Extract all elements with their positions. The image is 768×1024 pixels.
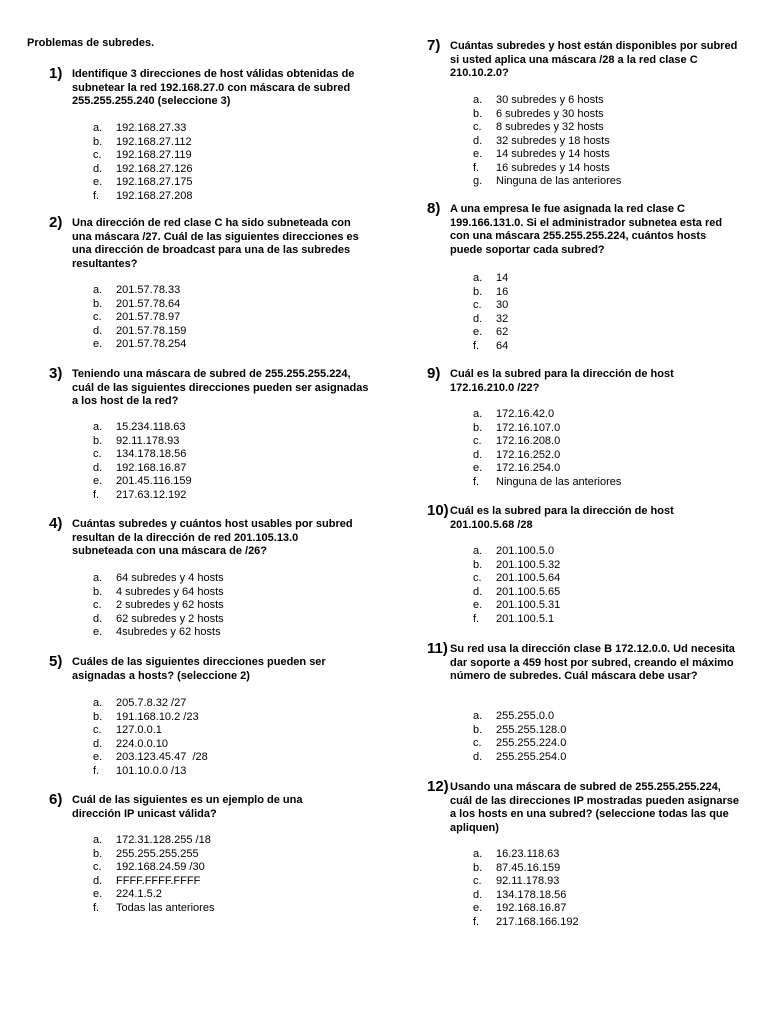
options-list xyxy=(93,834,214,915)
option-letter: d. xyxy=(93,461,103,474)
option-item xyxy=(93,751,208,765)
option-letter: b. xyxy=(473,723,483,736)
question-number: 10) xyxy=(427,502,449,519)
option-letter: e. xyxy=(93,176,103,188)
option-text: 15.234.118.63 xyxy=(116,421,186,433)
option-item xyxy=(473,108,621,122)
option-letter: g. xyxy=(473,175,483,187)
option-text: Ninguna de las anteriores xyxy=(496,175,622,187)
option-letter: a. xyxy=(93,421,103,433)
option-text: 4subredes y 62 hosts xyxy=(116,626,221,638)
options-list xyxy=(93,122,192,203)
option-item xyxy=(93,298,186,312)
option-text: 205.7.8.32 /27 xyxy=(116,697,187,709)
option-item xyxy=(473,476,621,490)
option-letter: a. xyxy=(93,697,103,709)
option-letter: e. xyxy=(93,751,103,763)
option-letter: b. xyxy=(473,285,483,298)
option-letter: d. xyxy=(93,612,103,625)
options-list xyxy=(473,408,621,489)
question-number: 2) xyxy=(49,214,63,231)
question-text: A una empresa le fue asignada la red clase C 199.166.131.0. Si el administrador subnetea esta red con una máscara 255.255.255.224, cuántos hosts puede soportar cada subred? xyxy=(450,203,723,256)
option-letter: a. xyxy=(473,408,483,420)
option-item xyxy=(473,435,621,449)
option-item xyxy=(473,272,508,286)
option-text: 134.178.18.56 xyxy=(116,448,187,460)
option-item xyxy=(93,902,214,916)
option-letter: b. xyxy=(473,421,483,434)
question-text: Su red usa la dirección clase B 172.12.0.0. Ud necesita dar soporte a 459 host por subred, creando el máximo número de subredes. Cuál máscara debe usar? xyxy=(450,643,735,682)
option-text: 8 subredes y 32 hosts xyxy=(496,121,604,133)
option-item xyxy=(473,313,508,327)
option-letter: b. xyxy=(473,861,483,874)
option-letter: d. xyxy=(473,888,483,901)
option-letter: a. xyxy=(93,284,103,296)
option-item xyxy=(93,834,214,848)
option-letter: c. xyxy=(93,599,102,611)
option-item xyxy=(93,435,192,449)
option-text: 172.16.107.0 xyxy=(496,421,561,434)
option-letter: e. xyxy=(473,599,483,611)
option-letter: d. xyxy=(473,750,483,763)
option-letter: f. xyxy=(473,612,480,625)
option-text: 92.11.178.93 xyxy=(116,434,180,447)
option-item xyxy=(93,586,224,600)
option-item xyxy=(93,190,192,204)
option-text: 201.100.5.0 xyxy=(496,545,555,557)
option-letter: e. xyxy=(473,148,483,160)
option-item xyxy=(93,475,192,489)
option-letter: d. xyxy=(93,737,103,750)
option-item xyxy=(473,710,566,724)
option-item xyxy=(473,875,579,889)
option-item xyxy=(473,422,621,436)
question-number: 11) xyxy=(427,640,448,657)
option-item xyxy=(473,572,560,586)
options-list xyxy=(473,94,621,189)
option-item xyxy=(473,559,560,573)
option-text: 201.45.116.159 xyxy=(116,475,192,487)
option-item xyxy=(473,916,579,930)
option-text: 201.100.5.1 xyxy=(496,612,555,625)
option-letter: f. xyxy=(473,475,480,488)
option-item xyxy=(473,286,508,300)
option-text: 16.23.118.63 xyxy=(496,848,560,860)
option-text: Ninguna de las anteriores xyxy=(496,475,622,488)
option-letter: e. xyxy=(473,462,483,474)
option-item xyxy=(93,711,208,725)
options-list xyxy=(93,572,224,640)
option-letter: c. xyxy=(93,311,102,323)
option-item xyxy=(93,325,186,339)
option-text: 192.168.27.119 xyxy=(116,149,192,161)
option-item xyxy=(93,861,214,875)
option-text: 62 xyxy=(496,326,509,338)
option-item xyxy=(93,421,192,435)
option-item xyxy=(93,163,192,177)
question-text: Cuáles de las siguientes direcciones pueden ser asignadas a hosts? (seleccione 2) xyxy=(72,656,326,682)
option-item xyxy=(93,136,192,150)
option-item xyxy=(473,462,621,476)
option-text: 192.168.27.208 xyxy=(116,189,193,202)
option-letter: f. xyxy=(93,488,100,501)
option-text: 201.57.78.254 xyxy=(116,338,187,350)
question-text: Cuántas subredes y cuántos host usables por subred resultan de la dirección de red 201.105.13.0 subneteada con una máscara de /26? xyxy=(72,518,353,557)
options-list xyxy=(93,284,186,352)
option-text: 14 xyxy=(496,272,509,284)
option-text: 217.168.166.192 xyxy=(496,915,579,928)
option-item xyxy=(93,311,186,325)
question-text: Teniendo una máscara de subred de 255.255.255.224, cuál de las siguientes direcciones pueden ser asignadas a los host de la red? xyxy=(72,368,369,407)
option-text: 4 subredes y 64 hosts xyxy=(116,585,224,598)
option-letter: f. xyxy=(93,901,100,914)
option-letter: e. xyxy=(473,326,483,338)
option-text: 32 xyxy=(496,312,509,325)
option-text: 92.11.178.93 xyxy=(496,875,560,887)
question-number: 6) xyxy=(49,791,63,808)
option-text: 62 subredes y 2 hosts xyxy=(116,612,224,625)
option-text: 172.16.208.0 xyxy=(496,435,561,447)
option-letter: a. xyxy=(93,572,103,584)
option-letter: f. xyxy=(473,915,480,928)
question-text: Cuántas subredes y host están disponibles por subred si usted aplica una máscara /28 a la red clase C 210.10.2.0? xyxy=(450,40,738,79)
option-item xyxy=(473,162,621,176)
option-text: 201.100.5.31 xyxy=(496,599,561,611)
option-text: 30 xyxy=(496,299,509,311)
option-letter: d. xyxy=(93,324,103,337)
option-letter: c. xyxy=(473,121,482,133)
option-letter: f. xyxy=(93,764,100,777)
option-item xyxy=(93,284,186,298)
option-text: 201.57.78.159 xyxy=(116,324,187,337)
option-text: 255.255.224.0 xyxy=(496,737,567,749)
option-text: 101.10.0.0 /13 xyxy=(116,764,187,777)
option-letter: d. xyxy=(473,312,483,325)
question-number: 7) xyxy=(427,37,441,54)
option-item xyxy=(473,613,560,627)
option-text: 201.57.78.97 xyxy=(116,311,181,323)
option-item xyxy=(93,697,208,711)
option-text: 172.31.128.255 /18 xyxy=(116,834,211,846)
option-text: 192.168.27.33 xyxy=(116,122,187,134)
option-text: 30 subredes y 6 hosts xyxy=(496,94,604,106)
option-text: 127.0.0.1 xyxy=(116,724,162,736)
option-text: 192.168.16.87 xyxy=(116,461,187,474)
option-text: 217.63.12.192 xyxy=(116,488,187,501)
option-item xyxy=(473,326,508,340)
option-letter: c. xyxy=(473,435,482,447)
option-letter: d. xyxy=(473,134,483,147)
options-list xyxy=(93,697,208,778)
option-letter: b. xyxy=(93,847,103,860)
option-letter: b. xyxy=(473,107,483,120)
option-item xyxy=(473,862,579,876)
option-letter: e. xyxy=(93,475,103,487)
option-letter: b. xyxy=(93,710,103,723)
option-letter: c. xyxy=(93,149,102,161)
option-item xyxy=(93,848,214,862)
option-letter: e. xyxy=(93,626,103,638)
option-item xyxy=(473,545,560,559)
options-list xyxy=(93,421,192,502)
option-text: 255.255.255.255 xyxy=(116,847,199,860)
options-list xyxy=(473,545,560,626)
option-text: 16 xyxy=(496,285,509,298)
option-letter: c. xyxy=(473,299,482,311)
option-letter: a. xyxy=(473,94,483,106)
option-item xyxy=(473,737,566,751)
option-item xyxy=(93,572,224,586)
question-text: Usando una máscara de subred de 255.255.255.224, cuál de las direcciones IP mostradas pueden asignarse a los hosts en una subred? (seleccione todas las que apliquen) xyxy=(450,781,739,834)
option-letter: c. xyxy=(473,875,482,887)
option-text: 224.0.0.10 xyxy=(116,737,168,750)
option-text: 255.255.0.0 xyxy=(496,710,555,722)
option-item xyxy=(93,149,192,163)
option-item xyxy=(93,122,192,136)
option-text: 172.16.252.0 xyxy=(496,448,561,461)
option-letter: f. xyxy=(93,189,100,202)
option-item xyxy=(93,338,186,352)
question-number: 8) xyxy=(427,200,441,217)
option-item xyxy=(93,626,224,640)
option-item xyxy=(93,765,208,779)
question-number: 4) xyxy=(49,515,63,532)
question-number: 9) xyxy=(427,365,441,382)
option-text: 203.123.45.47 /28 xyxy=(116,751,208,763)
option-item xyxy=(93,462,192,476)
option-text: 64 subredes y 4 hosts xyxy=(116,572,224,584)
option-item xyxy=(473,340,508,354)
option-letter: d. xyxy=(473,585,483,598)
question-text: Identifique 3 direcciones de host válidas obtenidas de subnetear la red 192.168.27.0 con máscara de subred 255.255.255.240 (seleccione 3) xyxy=(72,68,355,107)
option-item xyxy=(473,586,560,600)
option-text: 64 xyxy=(496,339,509,352)
question-number: 3) xyxy=(49,365,63,382)
option-text: 192.168.27.112 xyxy=(116,135,192,148)
option-item xyxy=(93,613,224,627)
question-number: 12) xyxy=(427,778,449,795)
option-text: 32 subredes y 18 hosts xyxy=(496,134,610,147)
option-item xyxy=(473,121,621,135)
option-item xyxy=(93,448,192,462)
option-text: FFFF.FFFF.FFFF xyxy=(116,874,201,887)
option-text: Todas las anteriores xyxy=(116,901,215,914)
option-letter: e. xyxy=(473,902,483,914)
option-letter: d. xyxy=(93,874,103,887)
option-item xyxy=(93,176,192,190)
option-item xyxy=(473,408,621,422)
question-text: Cuál es la subred para la dirección de host 172.16.210.0 /22? xyxy=(450,368,674,394)
option-letter: c. xyxy=(93,448,102,460)
option-letter: c. xyxy=(93,861,102,873)
page-title: Problemas de subredes. xyxy=(27,37,155,49)
question-number: 5) xyxy=(49,653,63,670)
option-item xyxy=(473,94,621,108)
question-text: Una dirección de red clase C ha sido subneteada con una máscara /27. Cuál de las siguientes direcciones es una dirección de broadcast para una de las subredes resultantes? xyxy=(72,217,359,270)
option-text: 191.168.10.2 /23 xyxy=(116,710,199,723)
option-letter: c. xyxy=(473,737,482,749)
option-letter: a. xyxy=(473,272,483,284)
option-text: 172.16.42.0 xyxy=(496,408,555,420)
option-letter: b. xyxy=(93,434,103,447)
option-letter: c. xyxy=(473,572,482,584)
option-text: 255.255.128.0 xyxy=(496,723,567,736)
option-letter: a. xyxy=(93,834,103,846)
option-text: 201.100.5.32 xyxy=(496,558,561,571)
option-text: 224.1.5.2 xyxy=(116,888,162,900)
option-letter: b. xyxy=(93,135,103,148)
option-item xyxy=(473,751,566,765)
option-letter: d. xyxy=(473,448,483,461)
option-item xyxy=(473,889,579,903)
option-letter: b. xyxy=(93,585,103,598)
option-text: 16 subredes y 14 hosts xyxy=(496,161,610,174)
question-text: Cuál es la subred para la dirección de host 201.100.5.68 /28 xyxy=(450,505,674,531)
option-item xyxy=(473,724,566,738)
option-item xyxy=(473,175,621,189)
option-text: 172.16.254.0 xyxy=(496,462,561,474)
option-letter: a. xyxy=(473,545,483,557)
option-text: 14 subredes y 14 hosts xyxy=(496,148,610,160)
option-item xyxy=(473,848,579,862)
option-item xyxy=(93,599,224,613)
option-text: 134.178.18.56 xyxy=(496,888,567,901)
option-item xyxy=(93,738,208,752)
option-letter: a. xyxy=(473,848,483,860)
option-text: 87.45.16.159 xyxy=(496,861,561,874)
question-text: Cuál de las siguientes es un ejemplo de una dirección IP unicast válida? xyxy=(72,794,303,820)
option-letter: f. xyxy=(473,161,480,174)
option-item xyxy=(473,449,621,463)
option-item xyxy=(93,888,214,902)
option-text: 201.100.5.65 xyxy=(496,585,561,598)
option-text: 201.100.5.64 xyxy=(496,572,561,584)
option-letter: c. xyxy=(93,724,102,736)
option-letter: b. xyxy=(473,558,483,571)
option-text: 201.57.78.64 xyxy=(116,297,181,310)
option-letter: a. xyxy=(93,122,103,134)
option-letter: e. xyxy=(93,338,103,350)
option-item xyxy=(473,135,621,149)
option-item xyxy=(473,902,579,916)
option-item xyxy=(93,489,192,503)
option-text: 2 subredes y 62 hosts xyxy=(116,599,224,611)
options-list xyxy=(473,710,566,764)
option-letter: e. xyxy=(93,888,103,900)
option-text: 201.57.78.33 xyxy=(116,284,181,296)
options-list xyxy=(473,272,508,353)
option-item xyxy=(473,148,621,162)
option-text: 255.255.254.0 xyxy=(496,750,567,763)
option-text: 192.168.24.59 /30 xyxy=(116,861,205,873)
option-letter: b. xyxy=(93,297,103,310)
option-letter: d. xyxy=(93,162,103,175)
option-item xyxy=(473,599,560,613)
option-item xyxy=(93,724,208,738)
option-text: 192.168.27.126 xyxy=(116,162,193,175)
option-letter: a. xyxy=(473,710,483,722)
option-item xyxy=(473,299,508,313)
option-text: 192.168.16.87 xyxy=(496,902,567,914)
option-text: 6 subredes y 30 hosts xyxy=(496,107,604,120)
option-letter: f. xyxy=(473,339,480,352)
question-number: 1) xyxy=(49,65,63,82)
option-text: 192.168.27.175 xyxy=(116,176,193,188)
option-item xyxy=(93,875,214,889)
options-list xyxy=(473,848,579,929)
